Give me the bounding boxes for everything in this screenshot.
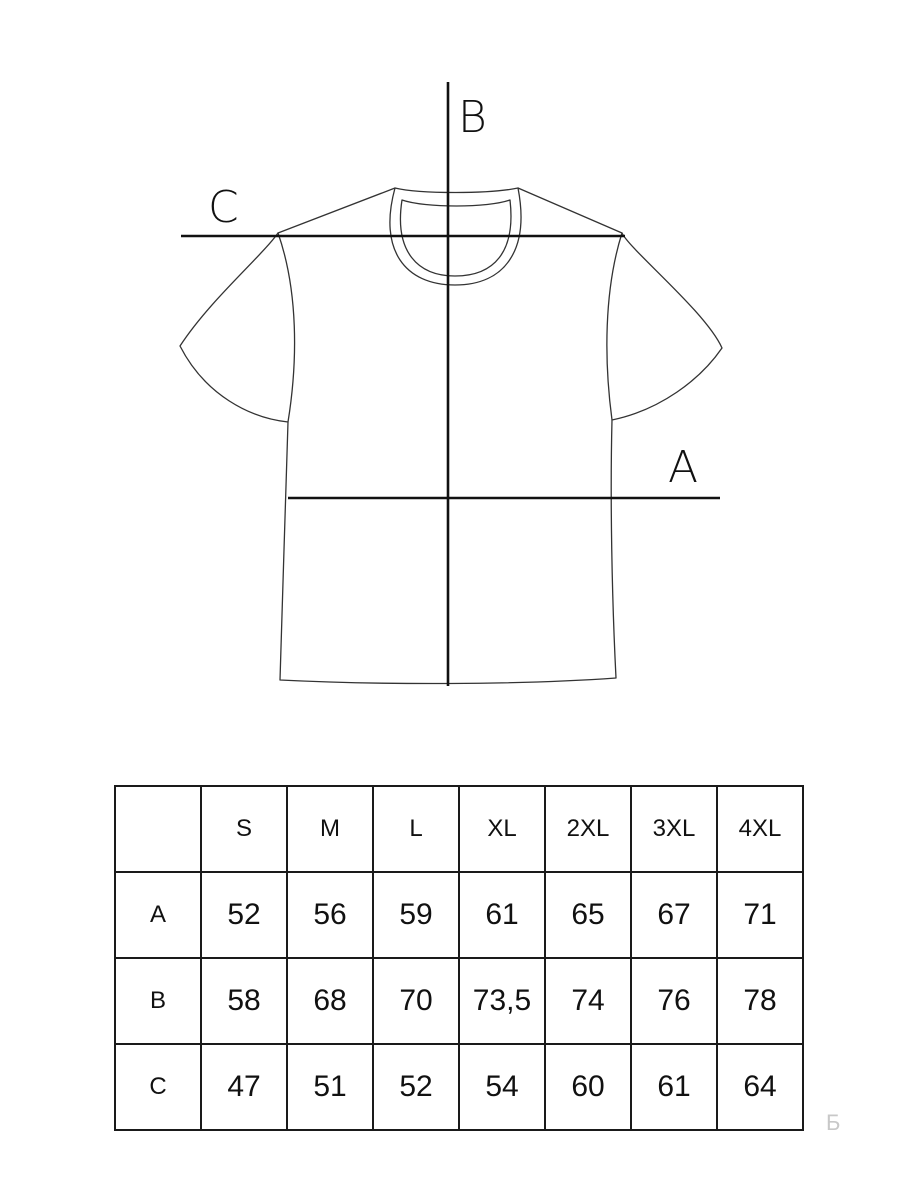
value-cell: 70 [373,958,459,1044]
value-cell: 51 [287,1044,373,1130]
watermark: Б [826,1110,841,1135]
value-cell: 78 [717,958,803,1044]
table-row-c [115,1044,803,1130]
tshirt-body-outline [180,182,722,684]
value-cell: 47 [201,1044,287,1130]
value-cell: 74 [545,958,631,1044]
value-cell: 61 [459,872,545,958]
row-label-c: C [115,1044,201,1130]
tshirt-right-sleeve-seam [607,233,622,420]
value-cell: 54 [459,1044,545,1130]
value-cell: 65 [545,872,631,958]
table-row-b [115,958,803,1044]
value-cell: 67 [631,872,717,958]
value-cell: 73,5 [459,958,545,1044]
row-label-b: B [115,958,201,1044]
value-cell: 52 [373,1044,459,1130]
size-header-2xl: 2XL [545,786,631,872]
measurement-label-c: C [208,182,239,233]
size-chart-table [114,785,804,1131]
value-cell: 58 [201,958,287,1044]
size-header-xl: XL [459,786,545,872]
size-header-4xl: 4XL [717,786,803,872]
size-header-row [115,786,803,872]
value-cell: 56 [287,872,373,958]
row-label-a: A [115,872,201,958]
value-cell: 52 [201,872,287,958]
size-header-m: M [287,786,373,872]
value-cell: 59 [373,872,459,958]
value-cell: 68 [287,958,373,1044]
size-header-3xl: 3XL [631,786,717,872]
size-header-s: S [201,786,287,872]
value-cell: 60 [545,1044,631,1130]
value-cell: 76 [631,958,717,1044]
size-header-l: L [373,786,459,872]
tshirt-collar-inner [400,200,511,276]
measurement-label-a: A [668,442,699,493]
tshirt-left-sleeve-seam [278,233,295,422]
table-corner-cell [115,786,201,872]
table-row-a [115,872,803,958]
measurement-label-b: B [458,92,487,143]
value-cell: 61 [631,1044,717,1130]
value-cell: 71 [717,872,803,958]
value-cell: 64 [717,1044,803,1130]
